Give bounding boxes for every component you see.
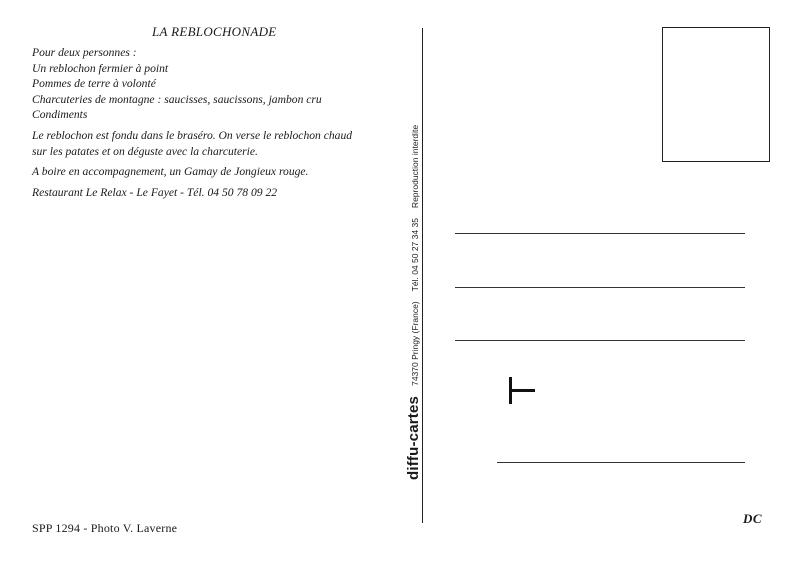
recipe-intro: Pour deux personnes :: [32, 46, 137, 59]
publisher-notice: Reproduction interdite: [410, 124, 420, 209]
recipe-text: [32, 45, 402, 205]
ingredient-line: Charcuteries de montagne : saucisses, saucissons, jambon cru: [32, 92, 322, 106]
ingredient-line: Condiments: [32, 108, 88, 122]
preparation-line: Le reblochon est fondu dans le braséro. On verse le reblochon chaud: [32, 128, 353, 142]
address-line: [497, 462, 745, 463]
restaurant-info: Restaurant Le Relax - Le Fayet - Tél. 04 50 78 09 22: [32, 185, 278, 199]
publisher-vertical-text: [405, 125, 422, 480]
preparation-line: sur les patates et on déguste avec la charcuterie.: [32, 144, 258, 158]
address-line: [455, 340, 745, 341]
address-line: [455, 287, 745, 288]
center-divider: [422, 28, 423, 523]
publisher-phone: Tél. 04 50 27 34 35: [410, 218, 420, 292]
publisher-brand: diffu-cartes: [405, 395, 422, 480]
ingredients-block: [32, 45, 402, 123]
t-mark-bar: [509, 389, 535, 392]
photo-credit: SPP 1294 - Photo V. Laverne: [32, 521, 178, 535]
ingredient-line: Pommes de terre à volonté: [32, 77, 156, 91]
ingredient-line: Un reblochon fermier à point: [32, 61, 169, 75]
preparation-block: [32, 128, 402, 159]
drink-suggestion: A boire en accompagnement, un Gamay de Jongieux rouge.: [32, 165, 309, 179]
address-line: [455, 233, 745, 234]
card-title: LA REBLOCHONADE: [152, 24, 277, 39]
publisher-address: 74370 Pringy (France): [410, 301, 420, 386]
stamp-box: [662, 27, 770, 162]
dc-logo: DC: [743, 511, 763, 526]
